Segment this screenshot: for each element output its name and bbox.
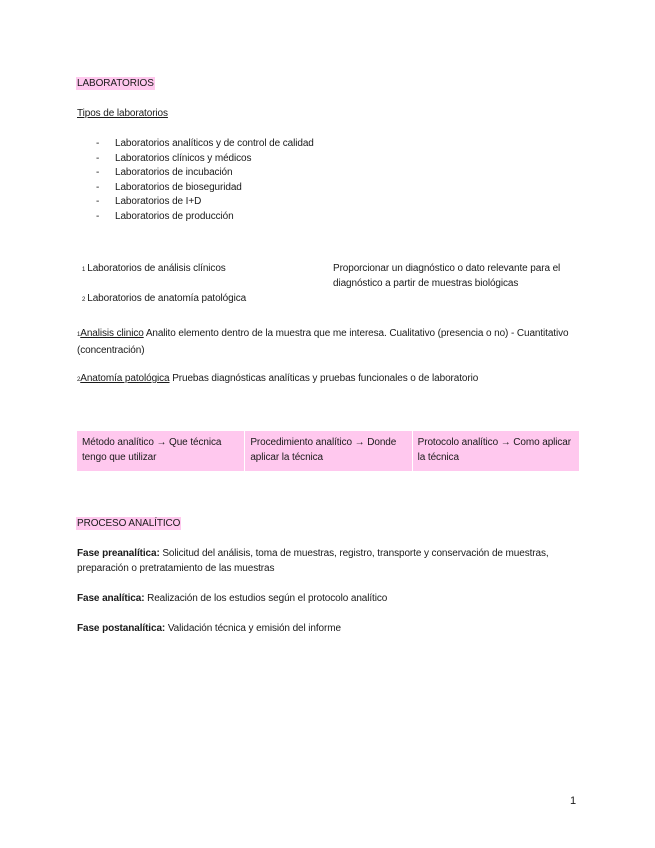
bullet-dash: - (96, 167, 100, 179)
footnote-marker: 2 (77, 377, 81, 383)
list-item-text: Laboratorios de I+D (115, 196, 202, 208)
footnote-marker: 1 (82, 267, 86, 273)
numbered-item-label: Laboratorios de anatomía patológica (87, 293, 247, 304)
footnote-1 (77, 326, 587, 358)
numbered-item-1 (82, 262, 226, 277)
list-item-text: Laboratorios clínicos y médicos (115, 152, 252, 164)
phase-label: Fase postanalítica: (77, 623, 166, 634)
list-item-text: Laboratorios de bioseguridad (115, 181, 242, 193)
table-cell-protocolo: Protocolo analítico → Como aplicar la técnica (412, 431, 579, 471)
phase-preanalitica (77, 546, 582, 576)
bullet-dash: - (96, 181, 100, 193)
footnote-text: Pruebas diagnósticas analíticas y pruebas funcionales o de laboratorio (169, 373, 479, 384)
footnote-marker: 1 (77, 332, 81, 338)
heading-proceso-analitico: PROCESO ANALÍTICO (77, 518, 181, 529)
list-item-text: Laboratorios analíticos y de control de calidad (115, 138, 314, 149)
footnote-text: Analito elemento dentro de la muestra que me interesa. Cualitativo (presencia o no) - Cuantitativo (concentración) (77, 328, 569, 356)
bullet-dash: - (96, 210, 100, 222)
list-item-text: Laboratorios de incubación (115, 167, 233, 179)
list-item-text: Laboratorios de producción (115, 210, 234, 222)
lab-types-list (96, 137, 314, 225)
phase-text: Validación técnica y emisión del informe (165, 623, 341, 634)
table-cell-metodo: Método analítico → Que técnica tengo que utilizar (77, 431, 244, 471)
analytic-concepts-table (77, 431, 579, 471)
bullet-dash: - (96, 152, 100, 164)
table-cell-procedimiento: Procedimiento analítico → Donde aplicar la técnica (244, 431, 411, 471)
footnote-term: Analisis clinico (80, 328, 144, 339)
numbered-item-2 (82, 292, 246, 307)
list-item (96, 210, 314, 225)
phase-label: Fase analítica: (77, 593, 145, 604)
phase-text: Realización de los estudios según el protocolo analítico (144, 593, 388, 604)
phase-postanalitica (77, 621, 587, 636)
footnote-term: Anatomía patológica (80, 373, 170, 384)
list-item (96, 137, 314, 152)
list-item (96, 181, 314, 196)
numbered-item-label: Laboratorios de análisis clínicos (87, 263, 226, 274)
subheading-tipos: Tipos de laboratorios (77, 108, 168, 119)
phase-label: Fase preanalítica: (77, 548, 160, 559)
heading-laboratorios: LABORATORIOS (77, 78, 154, 89)
footnote-2 (77, 371, 587, 388)
bullet-dash: - (96, 138, 100, 149)
footnote-marker: 2 (82, 297, 86, 303)
bullet-dash: - (96, 196, 100, 208)
phase-analitica (77, 591, 587, 606)
side-note: Proporcionar un diagnóstico o dato relevante para el diagnóstico a partir de muestras biológicas (333, 263, 561, 289)
list-item (96, 152, 314, 167)
page-number: 1 (570, 795, 577, 807)
phase-text: Solicitud del análisis, toma de muestras, registro, transporte y conservación de muestras, preparación o pretratamiento de las muestras (77, 548, 549, 574)
table-row (77, 431, 579, 471)
list-item (96, 166, 314, 181)
list-item (96, 195, 314, 210)
